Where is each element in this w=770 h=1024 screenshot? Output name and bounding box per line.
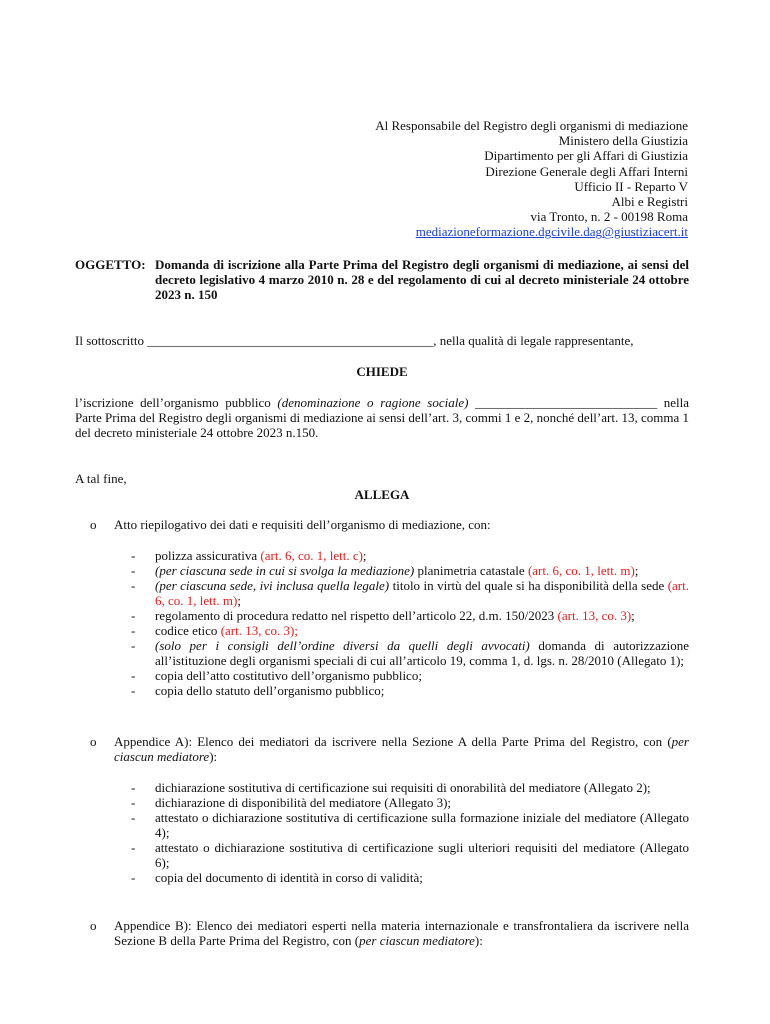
list-item: - codice etico (art. 13, co. 3); xyxy=(131,623,689,638)
list-item: - (solo per i consigli dell’ordine diversi da quelli degli avvocati) domanda di autorizzazione all’istituzione degli organismi speciali di cui all’articolo 19, comma 1, d. lgs. n. 28/2010 (Allegato 1); xyxy=(131,638,689,668)
section-summary-title: Atto riepilogativo dei dati e requisiti dell’organismo di mediazione, con: xyxy=(114,517,491,532)
recipient-address-block xyxy=(375,118,688,240)
recipient-line: Ministero della Giustizia xyxy=(558,133,688,149)
recipient-email-link[interactable]: mediazioneformazione.dgcivile.dag@giustiziacert.it xyxy=(415,224,688,240)
list-item: - (per ciascuna sede, ivi inclusa quella legale) titolo in virtù del quale si ha disponibilità della sede (art. 6, co. 1, lett. m); xyxy=(131,578,689,608)
registration-text: l’iscrizione dell’organismo pubblico xyxy=(75,395,278,410)
bullet-marker: o xyxy=(90,918,97,933)
subject-text: Domanda di iscrizione alla Parte Prima del Registro degli organismi di mediazione, ai sensi del decreto legislativo 4 marzo 2010 n. 28 e del regolamento di cui al decreto ministeriale 24 ottobre 2023 n. 150 xyxy=(155,257,689,302)
attachments-heading: ALLEGA xyxy=(354,487,410,502)
subject-block xyxy=(75,257,689,302)
registration-text: ____________________________ nella Parte Prima del Registro degli organismi di mediazione ai sensi dell’art. 3, commi 1 e 2, nonché dell’art. 13, comma 1 del decreto ministeriale 24 ottobre 2023 n.150. xyxy=(75,395,689,440)
list-item: - (per ciascuna sede in cui si svolga la mediazione) planimetria catastale (art. 6, co. 1, lett. m); xyxy=(131,563,689,578)
list-item: - dichiarazione sostitutiva di certificazione sui requisiti di onorabilità del mediatore (Allegato 2); xyxy=(131,780,689,795)
list-item: - regolamento di procedura redatto nel rispetto dell’articolo 22, d.m. 150/2023 (art. 13, co. 3); xyxy=(131,608,689,623)
recipient-line: Ufficio II - Reparto V xyxy=(574,178,688,194)
bullet-marker: o xyxy=(90,517,97,532)
registration-paragraph xyxy=(75,395,689,440)
recipient-line: Dipartimento per gli Affari di Giustizia xyxy=(484,148,688,164)
appendix-b-title: Appendice B): Elenco dei mediatori esperti nella materia internazionale e transfrontaliera da iscrivere nella Sezione B della Parte Prima del Registro, con (per ciascun mediatore): xyxy=(114,918,689,948)
recipient-line: via Tronto, n. 2 - 00198 Roma xyxy=(530,209,688,225)
recipient-line: Albi e Registri xyxy=(611,194,688,210)
registration-name-hint: (denominazione o ragione sociale) xyxy=(277,395,469,410)
list-item: - attestato o dichiarazione sostitutiva di certificazione sulla formazione iniziale del mediatore (Allegato 4); xyxy=(131,810,689,840)
purpose-line: A tal fine, xyxy=(75,471,127,486)
request-heading: CHIEDE xyxy=(356,364,408,379)
section-summary-list xyxy=(131,548,689,698)
list-item: - dichiarazione di disponibilità del mediatore (Allegato 3); xyxy=(131,795,689,810)
list-item: - copia dell’atto costitutivo dell’organismo pubblico; xyxy=(131,668,689,683)
undersigned-line: Il sottoscritto ____________________________________________, nella qualità di legale rappresentante, xyxy=(75,333,634,348)
list-item: - copia dello statuto dell’organismo pubblico; xyxy=(131,683,689,698)
list-item: - polizza assicurativa (art. 6, co. 1, lett. c); xyxy=(131,548,689,563)
bullet-marker: o xyxy=(90,734,97,749)
subject-label: OGGETTO: xyxy=(75,257,146,272)
appendix-a-title: Appendice A): Elenco dei mediatori da iscrivere nella Sezione A della Parte Prima del Registro, con (per ciascun mediatore): xyxy=(114,734,689,764)
appendix-a-list xyxy=(131,780,689,885)
list-item: - copia del documento di identità in corso di validità; xyxy=(131,870,689,885)
recipient-line: Al Responsabile del Registro degli organismi di mediazione xyxy=(375,118,688,133)
list-item: - attestato o dichiarazione sostitutiva di certificazione sugli ulteriori requisiti del mediatore (Allegato 6); xyxy=(131,840,689,870)
recipient-line: Direzione Generale degli Affari Interni xyxy=(485,163,688,179)
